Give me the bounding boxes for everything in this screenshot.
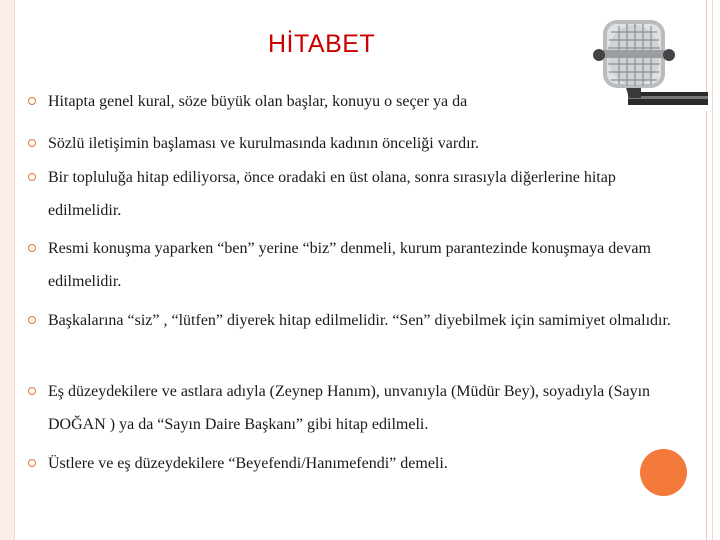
bullet-marker-icon <box>28 139 36 147</box>
right-decorative-line-2 <box>712 0 713 540</box>
bullet-text: Üstlere ve eş düzeydekilere “Beyefendi/Hanımefendi” demeli. <box>48 455 448 472</box>
bullet-marker-icon <box>28 387 36 395</box>
bullet-text: Bir topluluğa hitap ediliyorsa, önce oradaki en üst olana, sonra sırasıyla diğerlerine hitap edilmelidir. <box>48 169 616 219</box>
bullet-marker-icon <box>28 244 36 252</box>
bullet-item <box>28 232 678 298</box>
bullet-text: Hitapta genel kural, söze büyük olan başlar, konuyu o seçer ya da <box>48 93 468 110</box>
bullet-text: Eş düzeydekilere ve astlara adıyla (Zeynep Hanım), unvanıyla (Müdür Bey), soyadıyla (Sayın DOĞAN ) ya da “Sayın Daire Başkanı” gibi hitap edilmeli. <box>48 383 651 433</box>
bullet-item <box>28 161 678 227</box>
bullet-marker-icon <box>28 97 36 105</box>
bullet-marker-icon <box>28 459 36 467</box>
bullet-marker-icon <box>28 173 36 181</box>
slide-title: HİTABET <box>268 30 376 58</box>
bullet-item <box>28 375 678 441</box>
bullet-text: Başkalarına “siz” , “lütfen” diyerek hitap edilmelidir. “Sen” diyebilmek için samimiyet olmalıdır. <box>48 312 671 329</box>
bullet-marker-icon <box>28 316 36 324</box>
decorative-orange-circle <box>640 449 687 496</box>
bullet-item <box>28 127 678 160</box>
bullet-item <box>28 447 678 480</box>
bullet-text: Sözlü iletişimin başlaması ve kurulmasında kadının önceliği vardır. <box>48 135 480 152</box>
left-decorative-border <box>0 0 15 540</box>
bullet-text: Resmi konuşma yaparken “ben” yerine “biz” denmeli, kurum parantezinde konuşmaya devam edilmelidir. <box>48 240 651 290</box>
bullet-item <box>28 304 678 337</box>
microphone-icon <box>503 0 708 125</box>
